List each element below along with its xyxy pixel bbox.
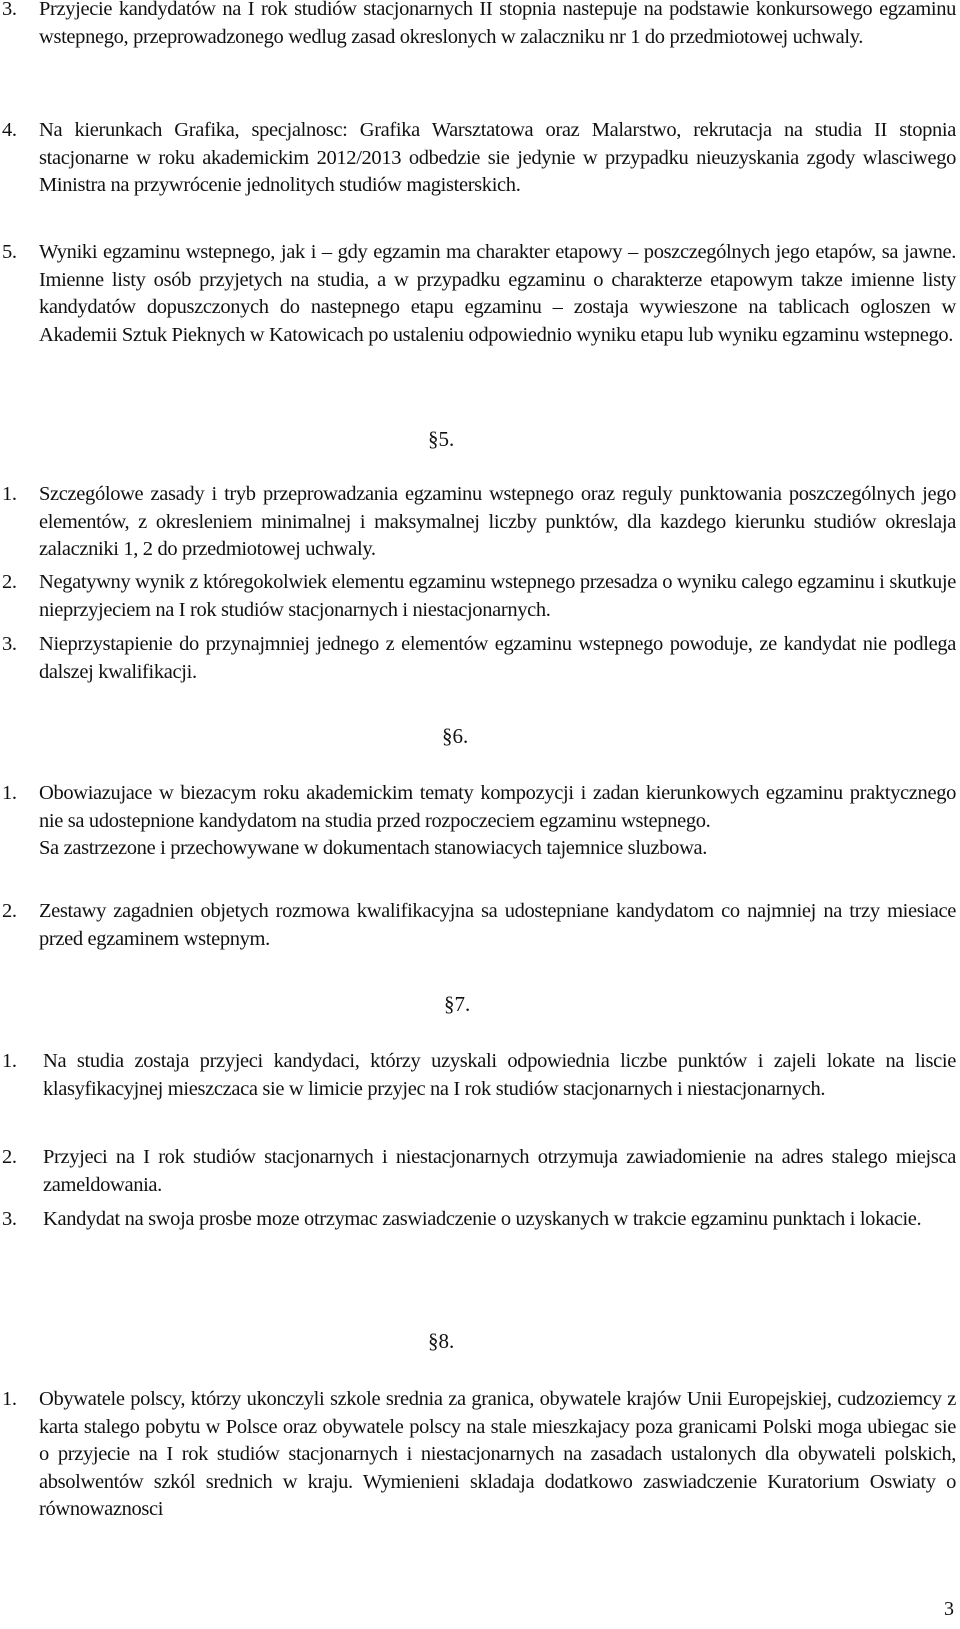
item-extra-text: Sa zastrzezone i przechowywane w dokumentach stanowiacych tajemnice sluzbowa. <box>39 837 708 860</box>
section5-item-2 <box>2 569 956 624</box>
item-text: Na studia zostaja przyjeci kandydaci, którzy uzyskali odpowiednia liczbe punktów i zajeli lokate na liscie klasyfikacyjnej mieszczaca sie w limicie przyjec na I rok studiów stacjonarnych i niestacjonarnych. <box>43 1050 956 1100</box>
item-text: Szczególowe zasady i tryb przeprowadzania egzaminu wstepnego oraz reguly punktowania poszczególnych jego elementów, z okresleniem minimalnej i maksymalnej liczby punktów, dla kazdego kierunku studiów okreslaja zalaczniki 1, 2 do przedmiotowej uchwaly. <box>39 483 956 561</box>
section-heading-8: §8. <box>428 1329 455 1353</box>
page-number: 3 <box>944 1598 954 1620</box>
section5-item-1 <box>2 481 956 564</box>
item-number: 3. <box>2 633 17 655</box>
section8-item-1 <box>2 1386 956 1524</box>
item-number: 2. <box>2 1146 17 1168</box>
section7-item-3 <box>2 1206 956 1234</box>
item-number: 1. <box>2 1388 17 1410</box>
paragraph-item-4 <box>2 117 956 200</box>
item-text: Na kierunkach Grafika, specjalnosc: Grafika Warsztatowa oraz Malarstwo, rekrutacja na studia II stopnia stacjonarne w roku akademickim 2012/2013 odbedzie sie jedynie w przypadku nieuzyskania zgody wlasciwego Ministra na przywrócenie jednolitych studiów magisterskich. <box>39 119 956 197</box>
section5-item-3 <box>2 631 956 686</box>
item-number: 1. <box>2 1050 17 1072</box>
section6-item-2 <box>2 898 956 953</box>
item-text: Obowiazujace w biezacym roku akademickim tematy kompozycji i zadan kierunkowych egzaminu praktycznego nie sa udostepnione kandydatom na studia przed rozpoczeciem egzaminu wstepnego. <box>39 782 956 832</box>
item-number: 1. <box>2 782 17 804</box>
section-heading-7: §7. <box>444 992 471 1016</box>
paragraph-item-5 <box>2 239 956 349</box>
item-text: Przyjeci na I rok studiów stacjonarnych i niestacjonarnych otrzymuja zawiadomienie na adres stalego miejsca zameldowania. <box>43 1146 956 1196</box>
item-number: 4. <box>2 119 17 141</box>
item-text: Nieprzystapienie do przynajmniej jednego z elementów egzaminu wstepnego powoduje, ze kandydat nie podlega dalszej kwalifikacji. <box>39 633 956 683</box>
section7-item-1 <box>2 1048 956 1103</box>
item-text: Zestawy zagadnien objetych rozmowa kwalifikacyjna sa udostepniane kandydatom co najmniej na trzy miesiace przed egzaminem wstepnym. <box>39 900 956 950</box>
item-text: Wyniki egzaminu wstepnego, jak i – gdy egzamin ma charakter etapowy – poszczególnych jego etapów, sa jawne. Imienne listy osób przyjetych na studia, a w przypadku egzaminu o charakterze etapowym takze imienne listy kandydatów dopuszczonych do nastepnego etapu egzaminu – zostaja wywieszone na tablicach ogloszen w Akademii Sztuk Pieknych w Katowicach po ustaleniu odpowiednio wyniku etapu lub wyniku egzaminu wstepnego. <box>39 241 956 346</box>
section7-item-2 <box>2 1144 956 1199</box>
item-number: 3. <box>2 0 17 20</box>
item-text: Przyjecie kandydatów na I rok studiów stacjonarnych II stopnia nastepuje na podstawie konkursowego egzaminu wstepnego, przeprowadzonego wedlug zasad okreslonych w zalaczniku nr 1 do przedmiotowej uchwaly. <box>39 0 956 48</box>
item-number: 1. <box>2 483 17 505</box>
item-text: Kandydat na swoja prosbe moze otrzymac zaswiadczenie o uzyskanych w trakcie egzaminu punktach i lokacie. <box>43 1208 922 1230</box>
paragraph-item-3 <box>2 0 956 51</box>
section-heading-6: §6. <box>442 724 469 748</box>
item-text: Negatywny wynik z któregokolwiek elementu egzaminu wstepnego przesadza o wyniku calego egzaminu i skutkuje nieprzyjeciem na I rok studiów stacjonarnych i niestacjonarnych. <box>39 571 956 621</box>
item-text: Obywatele polscy, którzy ukonczyli szkole srednia za granica, obywatele krajów Unii Europejskiej, cudzoziemcy z karta stalego pobytu w Polsce oraz obywatele polscy na stale mieszkajacy poza granicami Polski moga ubiegac sie o przyjecie na I rok studiów stacjonarnych i niestacjonarnych na zasadach ustalonych dla obywateli polskich, absolwentów szkól srednich w kraju. Wymienieni skladaja dodatkowo zaswiadczenie Kuratorium Oswiaty o równowaznosci <box>39 1388 956 1521</box>
item-number: 2. <box>2 900 17 922</box>
section-heading-5: §5. <box>428 427 455 451</box>
item-number: 2. <box>2 571 17 593</box>
item-number: 5. <box>2 241 17 263</box>
section6-item-1 <box>2 780 956 863</box>
item-number: 3. <box>2 1208 17 1230</box>
